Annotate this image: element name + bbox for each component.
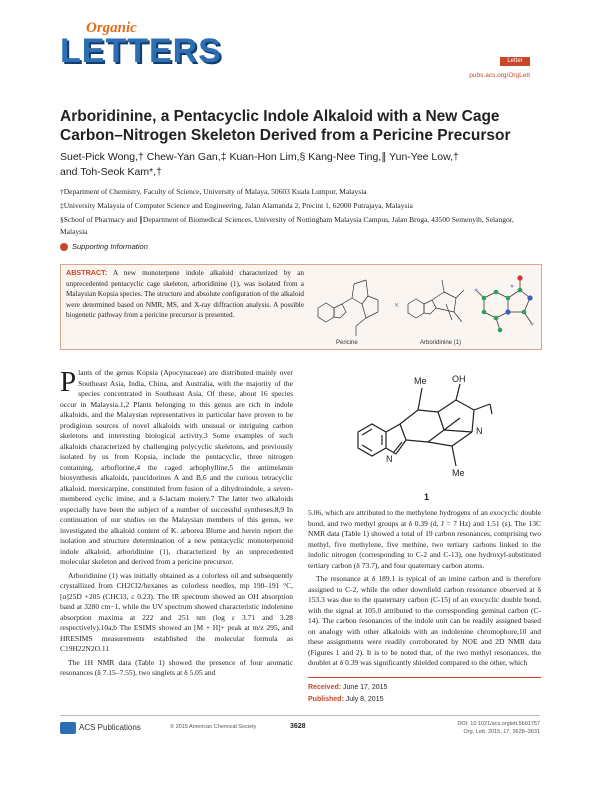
drop-cap: P <box>60 366 77 398</box>
supporting-info-label: Supporting Information <box>72 242 148 251</box>
abstract-body: A new monoterpene indole alkaloid characterized by an unprecedented pentacyclic cage skeleton, arboridinine (1), was isolated from a Malaysian Kopsia species. The structure and absolute configuration of the alkaloid were determined based on NMR, MS, and X-ray diffraction analysis. A possible biogenetic pathway from a pericine precursor is presented. <box>66 269 304 320</box>
article-title: Arboridinine, a Pentacyclic Indole Alkaloid with a New Cage Carbon–Nitrogen Skeleton Derived from a Pericine Precursor <box>60 108 511 144</box>
doi-block <box>457 721 540 736</box>
toc-arrow: × <box>394 300 400 310</box>
abstract-label: ABSTRACT: <box>66 268 108 277</box>
journal-url[interactable]: pubs.acs.org/OrgLett <box>469 72 530 79</box>
toc-label-arboridinine: Arboridinine (1) <box>420 340 462 346</box>
paragraph <box>60 368 293 568</box>
compound-number: 1 <box>424 492 430 502</box>
authors-line-1: Suet-Pick Wong,† Chew-Yan Gan,‡ Kuan-Hon Lim,§ Kang-Nee Ting,∥ Yun-Yee Low,† <box>60 151 459 163</box>
publisher-name: ACS Publications <box>79 723 141 733</box>
citation: Org. Lett. 2015, 17, 3628–3631 <box>463 728 540 735</box>
supporting-info-icon <box>60 243 68 251</box>
logo-letters: LETTERS <box>60 32 222 70</box>
hydroxyl-label: OH <box>452 374 466 384</box>
paragraph-text: lants of the genus Kopsia (Apocynaceae) are distributed mainly over Southeast Asia, India, China, and Australia, with the majority of the species concentrated in Southeast Asia. Of these, about 16 species occur in Malaysia.1,2 Plants belonging to this genus are rich in indole alkaloids, and the Malaysian representatives in particular have proven to be prodigious sources of novel alkaloids with unusual or intriguing carbon skeletons and interesting biological activity.3 Some examples of such alkaloids characterized by challenging polycyclic skeletons, and previously isolated by us from Kopsia, include the pentacyclic, three nitrogen containing, arboflorine,4 the caged arbophylline,5 the antimelanin biosynthesis alkaloids, paucidorines A and B,6 and the curious tetracyclic alkaloid, mersicarpine, constituted from fusion of a dihydroindole, a seven-membered cyclic imine, and a δ-lactam moiety.7 The latter two alkaloids especially have been the subject of a number of successful syntheses.8,9 In continuation of our studies on the Malaysian members of this genus, we investigated the alkaloid content of K. arborea Blume and herein report the isolation and structure determination of a new pentacyclic monoterpenoid indole alkaloid, arboridinine (1), characterized by an unprecedented molecular skeleton and derived from a pericine precursor. <box>60 368 293 566</box>
affiliation: §School of Pharmacy and ∥Department of Biomedical Sciences, University of Nottingham Malaysia Campus, Jalan Broga, 43500 Semenyih, Selangor, Malaysia <box>60 215 514 236</box>
nitrogen-label: N <box>386 454 393 464</box>
footer-rule <box>60 715 540 716</box>
doi[interactable]: DOI: 10.1021/acs.orglett.5b01757 <box>457 721 540 727</box>
pericine-structure <box>318 280 378 336</box>
acs-publications-logo[interactable] <box>60 722 141 734</box>
journal-logo <box>60 20 222 80</box>
toc-graphic <box>308 268 536 346</box>
body-column-left <box>60 368 293 682</box>
authors-line-2: and Toh-Seok Kam*,† <box>60 166 162 178</box>
xray-atoms <box>475 275 534 332</box>
abstract-text <box>66 268 304 321</box>
affiliation: †Department of Chemistry, Faculty of Science, University of Malaya, 50603 Kuala Lumpur, Malaysia <box>60 187 367 196</box>
xray-structure <box>476 278 532 330</box>
arboridinine-structure <box>408 280 464 322</box>
toc-label-pericine: Pericine <box>336 340 358 346</box>
received-date: June 17, 2015 <box>343 684 388 691</box>
copyright: © 2015 American Chemical Society <box>170 724 257 730</box>
methyl-label: Me <box>414 376 427 386</box>
supporting-info-link[interactable] <box>60 242 148 251</box>
compound-1-structure <box>340 370 520 490</box>
logo-organic: Organic <box>86 20 137 36</box>
paragraph: Arboridinine (1) was initially obtained as a colorless oil and subsequently crystallized from CH2Cl2/hexanes as colorless needles, mp 190–191 °C, [α]25D +205 (CHCl3, c 0.23). The IR spectrum showed an OH absorption band at 3280 cm−1, while the UV spectrum showed characteristic indolenine absorption maxima at 222 and 251 nm (log ε 3.71 and 3.28 respectively).10a,b The ESIMS showed an [M + H]+ peak at m/z 295, and HRESIMS measurements established the molecular formula as C19H22N2O.11 <box>60 570 293 653</box>
paragraph: 5.06, which are attributed to the methylene hydrogens of an exocyclic double bond, and two methyl groups at δ 0.39 (d, J = 7 Hz) and 1.51 (s). The 13C NMR data (Table 1) showed a total of 19 carbon resonances, comprising two methyl, five methylene, five methine, two tertiary carbons linked to the indolic nitrogen (corresponding to C-2 and C-13), one hydroxyl-substituted tertiary carbon (δ 73.7), and four quaternary carbon atoms. <box>308 508 541 570</box>
acs-icon <box>60 722 76 734</box>
nitrogen-label: N <box>476 426 483 436</box>
paragraph: The resonance at δ 189.1 is typical of an imine carbon and is therefore assigned to C-2, while the other downfield carbon resonance observed at δ 153.3 was due to the quaternary carbon (C-15) of an exocyclic double bond, with the signal at 105.0 attributed to the corresponding geminal carbon (C-14). The carbon resonances of the indole unit can be readily assigned based on analogy with other alkaloids with an indolenine chromophore,10 and these assignments were readily corroborated by NOE and 2D NMR data (Figures 1 and 2). It is to be noted that, of the two methyl resonances, the doublet at δ 0.39 was significantly shielded compared to the other, which <box>308 574 541 667</box>
author-list <box>60 150 540 180</box>
paragraph: The 1H NMR data (Table 1) showed the presence of four aromatic resonances (δ 7.15–7.55), two singlets at δ 5.05 and <box>60 657 293 677</box>
history-dates <box>308 677 541 706</box>
published-label: Published: <box>308 696 344 703</box>
published-date: July 8, 2015 <box>345 696 384 703</box>
received-label: Received: <box>308 684 342 691</box>
affiliations <box>60 186 540 240</box>
body-column-right <box>308 508 541 672</box>
affiliation: ‡University Malaysia of Computer Science and Engineering, Jalan Alamanda 2, Precint 1, 62000 Putrajaya, Malaysia <box>60 201 413 210</box>
page-number: 3628 <box>290 723 306 730</box>
methyl-label: Me <box>452 468 465 478</box>
article-type-tag: Letter <box>500 57 530 66</box>
